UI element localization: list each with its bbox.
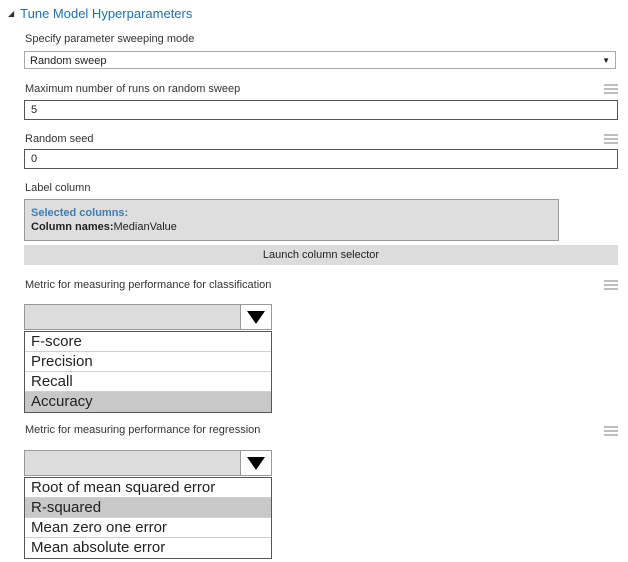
sweep-mode-select[interactable] [24, 51, 616, 69]
regression-option[interactable]: Mean zero one error [25, 518, 271, 538]
classification-metric-label: Metric for measuring performance for classification [25, 279, 272, 291]
drag-handle-icon[interactable] [604, 426, 618, 436]
regression-metric-dropdown[interactable] [24, 450, 272, 476]
selected-columns-title: Selected columns: [31, 207, 129, 219]
section-title: Tune Model Hyperparameters [20, 6, 193, 21]
drag-handle-icon[interactable] [604, 134, 618, 144]
max-runs-label: Maximum number of runs on random sweep [25, 83, 241, 95]
regression-option[interactable]: Mean absolute error [31, 539, 166, 556]
column-names-label: Column names: [31, 221, 114, 233]
random-seed-value: 0 [31, 153, 38, 165]
max-runs-value: 5 [31, 104, 38, 116]
regression-option[interactable]: Root of mean squared error [25, 478, 271, 498]
sweep-mode-label: Specify parameter sweeping mode [25, 33, 195, 45]
classification-metric-dropdown[interactable] [24, 304, 272, 330]
column-names-value: MedianValue [113, 221, 177, 233]
regression-metric-label: Metric for measuring performance for regression [25, 424, 261, 436]
drag-handle-icon[interactable] [604, 280, 618, 290]
max-runs-input[interactable] [24, 100, 618, 120]
dropdown-button[interactable] [240, 451, 271, 475]
dropdown-arrow-icon: ▼ [602, 56, 610, 65]
drag-handle-icon[interactable] [604, 84, 618, 94]
section-header[interactable] [8, 6, 192, 21]
label-column-label: Label column [25, 182, 91, 194]
classification-option-selected[interactable]: Accuracy [25, 392, 271, 412]
random-seed-input[interactable] [24, 149, 618, 169]
launch-column-selector-button[interactable]: Launch column selector [24, 245, 618, 265]
selected-columns-box [24, 199, 559, 241]
classification-option[interactable]: F-score [25, 332, 271, 352]
classification-option[interactable]: Recall [25, 372, 271, 392]
classification-metric-list [24, 331, 272, 413]
triangle-down-icon [247, 457, 265, 470]
regression-option-selected[interactable]: R-squared [25, 498, 271, 518]
regression-metric-list [24, 477, 272, 559]
dropdown-button[interactable] [240, 305, 271, 329]
triangle-down-icon [247, 311, 265, 324]
sweep-mode-value: Random sweep [30, 55, 107, 67]
random-seed-label: Random seed [25, 133, 94, 145]
collapse-triangle-icon[interactable]: ◢ [8, 9, 15, 18]
classification-option[interactable]: Precision [25, 352, 271, 372]
